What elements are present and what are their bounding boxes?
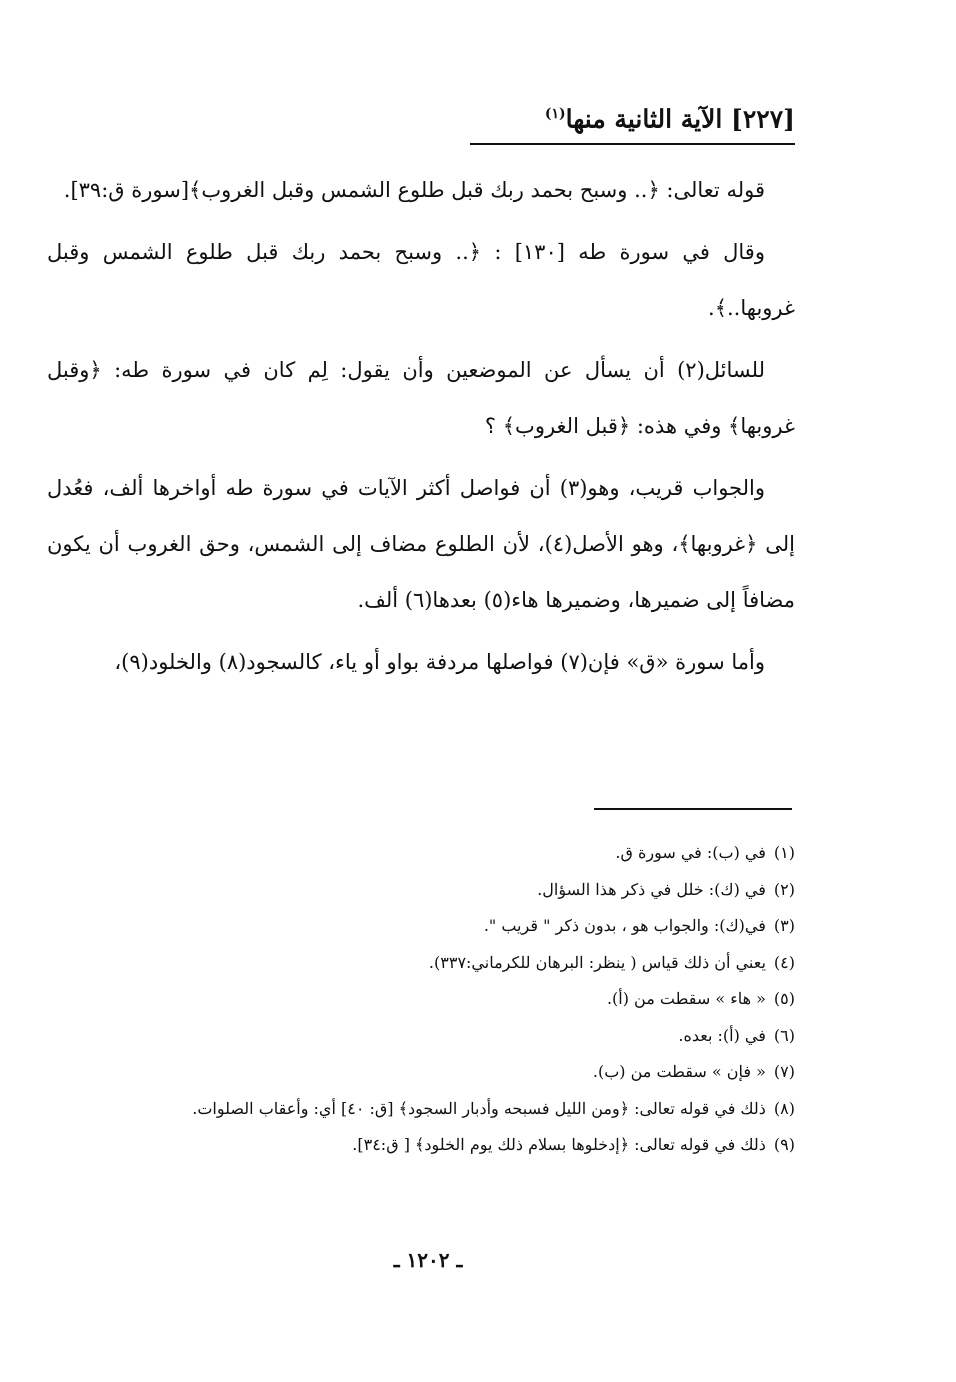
heading-text: [٢٢٧] الآية الثانية منها: [565, 104, 795, 134]
footnote-item: [47, 872, 795, 909]
footnote-text: في(ك): والجواب هو ، بدون ذكر " قريب ".: [483, 916, 766, 935]
main-text: [47, 162, 795, 696]
footnote-item: [47, 1127, 795, 1164]
paragraph: والجواب قريب، وهو(٣) أن فواصل أكثر الآيات في سورة طه أواخرها ألف، فعُدل إلى ﴿غروبها﴾، وهو الأصل(٤)، لأن الطلوع مضاف إلى الشمس، وحق الغروب أن يكون مضافاً إلى ضميرها، وضميرها هاء(٥) بعدها(٦) ألف.: [47, 476, 795, 612]
paragraph: للسائل(٢) أن يسأل عن الموضعين وأن يقول: لِم كان في سورة طه: ﴿وقبل غروبها﴾ وفي هذه: ﴿قبل الغروب﴾ ؟: [47, 358, 795, 438]
footnote-number: (٥): [773, 989, 795, 1008]
footnote-text: « هاء » سقطت من (أ).: [606, 989, 766, 1008]
footnote-text: ذلك في قوله تعالى: ﴿ومن الليل فسبحه وأدبار السجود﴾ [ق: ٤٠] أي: وأعقاب الصلوات.: [192, 1098, 766, 1118]
footnote-item: [47, 1091, 795, 1128]
footnote-text: ذلك في قوله تعالى: ﴿إدخلوها بسلام ذلك يوم الخلود﴾ [ ق:٣٤].: [352, 1135, 766, 1154]
footnote-separator: [594, 808, 792, 810]
footnote-number: (٣): [773, 916, 795, 935]
footnote-number: (٤): [773, 952, 795, 972]
footnote-number: (٧): [773, 1062, 795, 1081]
footnote-number: (٨): [773, 1098, 795, 1118]
heading-footnote-marker: (١): [544, 106, 566, 122]
footnote-number: (٩): [773, 1135, 795, 1154]
section-heading: [470, 92, 795, 141]
footnote-text: « فإن » سقطت من (ب).: [592, 1062, 766, 1081]
footnote-number: (١): [773, 843, 795, 862]
footnote-item: [47, 1054, 795, 1091]
footnote-text: يعني أن ذلك قياس ( ينظر: البرهان للكرماني:٣٣٧).: [428, 952, 766, 972]
paragraph: قوله تعالى: ﴿.. وسبح بحمد ربك قبل طلوع الشمس وقبل الغروب﴾[سورة ق:٣٩].: [63, 178, 765, 202]
paragraph: وقال في سورة طه [١٣٠] : ﴿.. وسبح بحمد ربك قبل طلوع الشمس وقبل غروبها..﴾.: [47, 240, 795, 320]
footnotes: [47, 835, 795, 1164]
footnote-number: (٢): [773, 879, 795, 899]
footnote-item: [47, 1018, 795, 1055]
footnote-item: [47, 908, 795, 945]
footnote-item: [47, 945, 795, 982]
footnote-text: في (أ): بعده.: [678, 1025, 766, 1045]
footnote-item: [47, 981, 795, 1018]
paragraph: وأما سورة «ق» فإن(٧) فواصلها مردفة بواو أو ياء، كالسجود(٨) والخلود(٩)،: [114, 650, 765, 674]
footnote-item: [47, 835, 795, 872]
footnote-text: في (ب): في سورة ق.: [615, 843, 766, 862]
heading-underline: [470, 143, 795, 145]
footnote-number: (٦): [773, 1025, 795, 1045]
footnote-text: في (ك): خلل في ذكر هذا السؤال.: [537, 879, 766, 899]
page-number: ـ ١٢٠٢ ـ: [393, 1248, 463, 1272]
